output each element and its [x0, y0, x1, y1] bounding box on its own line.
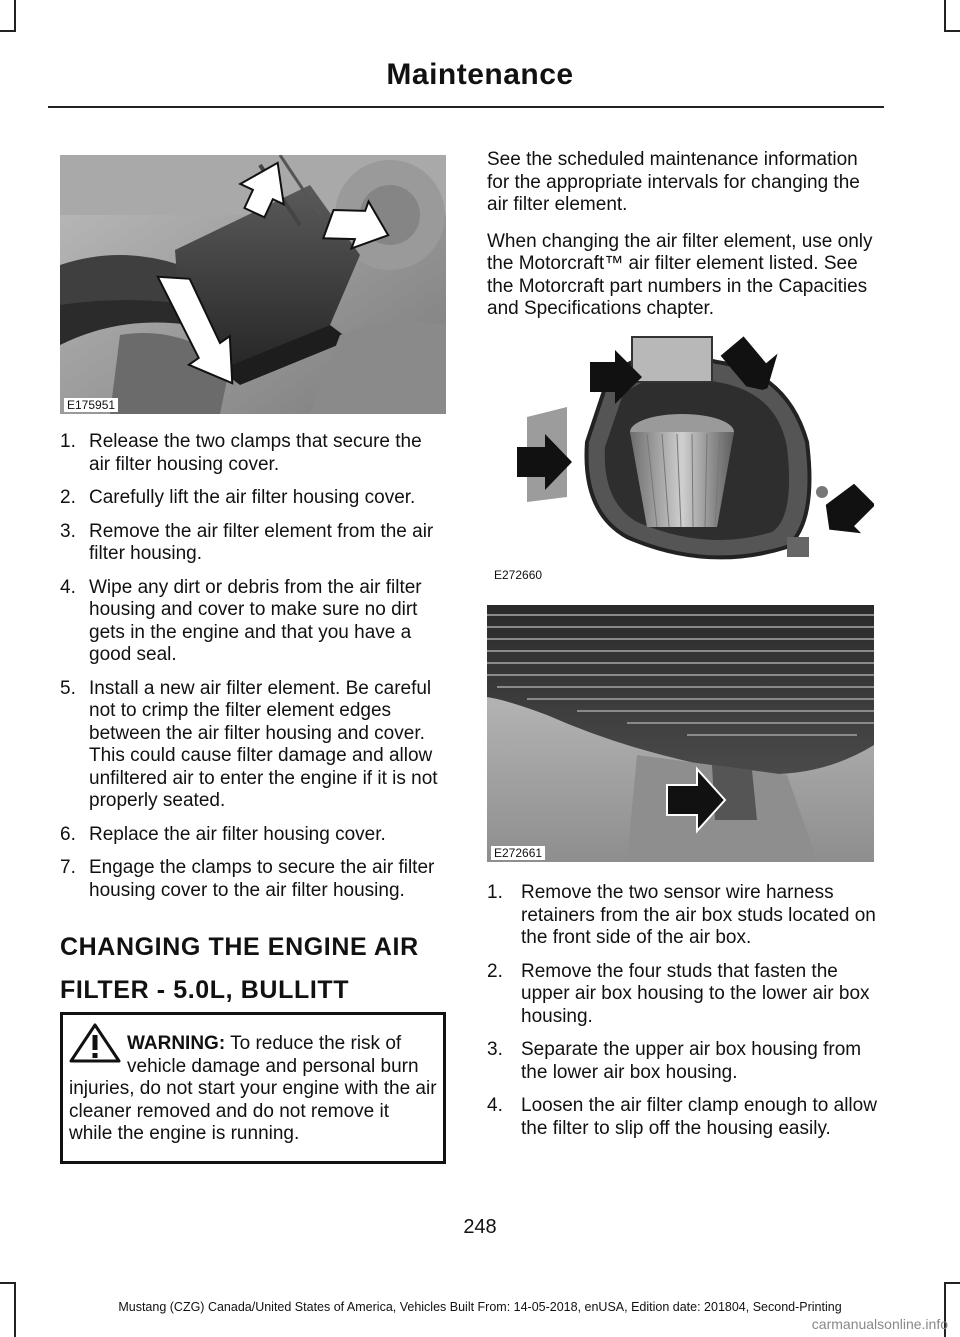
warning-triangle-icon — [69, 1023, 121, 1063]
figure-code: E175951 — [64, 398, 118, 412]
paragraph: See the scheduled maintenance information for the appropriate intervals for changing the air filter element. — [487, 149, 860, 215]
warning-text: To reduce the risk of vehicle damage and personal burn injuries, do not start your engine with the air cleaner removed and do not remove it while the engine is running. — [69, 1033, 437, 1144]
list-item: 3. Separate the upper air box housing from the lower air box housing. — [487, 1039, 862, 1083]
right-intro — [487, 149, 880, 335]
header-rule — [48, 106, 884, 108]
section-heading-line-1: CHANGING THE ENGINE AIR — [60, 933, 419, 961]
figure-engine-bay — [60, 155, 446, 414]
list-item: 1. Release the two clamps that secure the air filter housing cover. — [60, 431, 422, 475]
list-item: 4. Wipe any dirt or debris from the air filter housing and cover to make sure no dirt gets in the engine and that you have a good seal. — [60, 576, 422, 665]
list-item: 3. Remove the air filter element from the air filter housing. — [60, 520, 434, 564]
warning-box — [60, 1012, 446, 1164]
right-steps-block — [487, 882, 880, 1151]
watermark: carmanualsonline.info — [811, 1316, 948, 1332]
crop-mark-top-right-h — [944, 30, 960, 32]
list-item: 4. Loosen the air filter clamp enough to allow the filter to slip off the housing easily. — [487, 1095, 877, 1139]
paragraph: When changing the air filter element, use only the Motorcraft™ air filter element listed. See the Motorcraft part numbers in the Capacities and Specifications chapter. — [487, 230, 873, 319]
section-heading-block — [60, 926, 446, 1012]
figure-code: E272661 — [491, 846, 545, 860]
filter-clamp-illustration — [487, 605, 874, 862]
figure-air-box — [487, 322, 874, 584]
crop-mark-top-left-h — [0, 30, 16, 32]
crop-mark-bottom-left-h — [0, 1282, 16, 1284]
list-item: 7. Engage the clamps to secure the air filter housing cover to the air filter housing. — [60, 857, 435, 901]
crop-mark-top-right-v — [944, 0, 946, 30]
warning-content — [69, 1033, 437, 1146]
list-item: 5. Install a new air filter element. Be careful not to crimp the filter element edges between the air filter housing and cover. This could cause filter damage and allow unfiltered air to enter the engine if it is not properly seated. — [60, 677, 438, 811]
air-box-arrows-illustration — [487, 322, 874, 584]
figure-code: E272660 — [491, 568, 545, 582]
list-item: 2. Remove the four studs that fasten the upper air box housing to the lower air box housing. — [487, 960, 870, 1027]
page-title: Maintenance — [386, 58, 574, 91]
left-step-list — [60, 431, 446, 902]
right-step-list — [487, 882, 880, 1140]
engine-bay-illustration — [60, 155, 446, 414]
crop-mark-bottom-right-h — [944, 1282, 960, 1284]
list-item: 6. Replace the air filter housing cover. — [60, 823, 386, 845]
left-column — [60, 431, 446, 913]
list-item: 2. Carefully lift the air filter housing cover. — [60, 487, 416, 508]
list-item: 1. Remove the two sensor wire harness retainers from the air box studs located on the front side of the air box. — [487, 882, 876, 948]
crop-mark-top-left-v — [14, 0, 16, 30]
figure-filter-clamp — [487, 605, 874, 862]
section-heading-line-2: FILTER - 5.0L, BULLITT — [60, 976, 350, 1004]
page-number: 248 — [463, 1216, 497, 1238]
warning-label: WARNING: — [127, 1033, 226, 1054]
footer-text: Mustang (CZG) Canada/United States of America, Vehicles Built From: 14-05-2018, enUSA, Edition date: 201804, Second-Printing — [118, 1300, 842, 1314]
